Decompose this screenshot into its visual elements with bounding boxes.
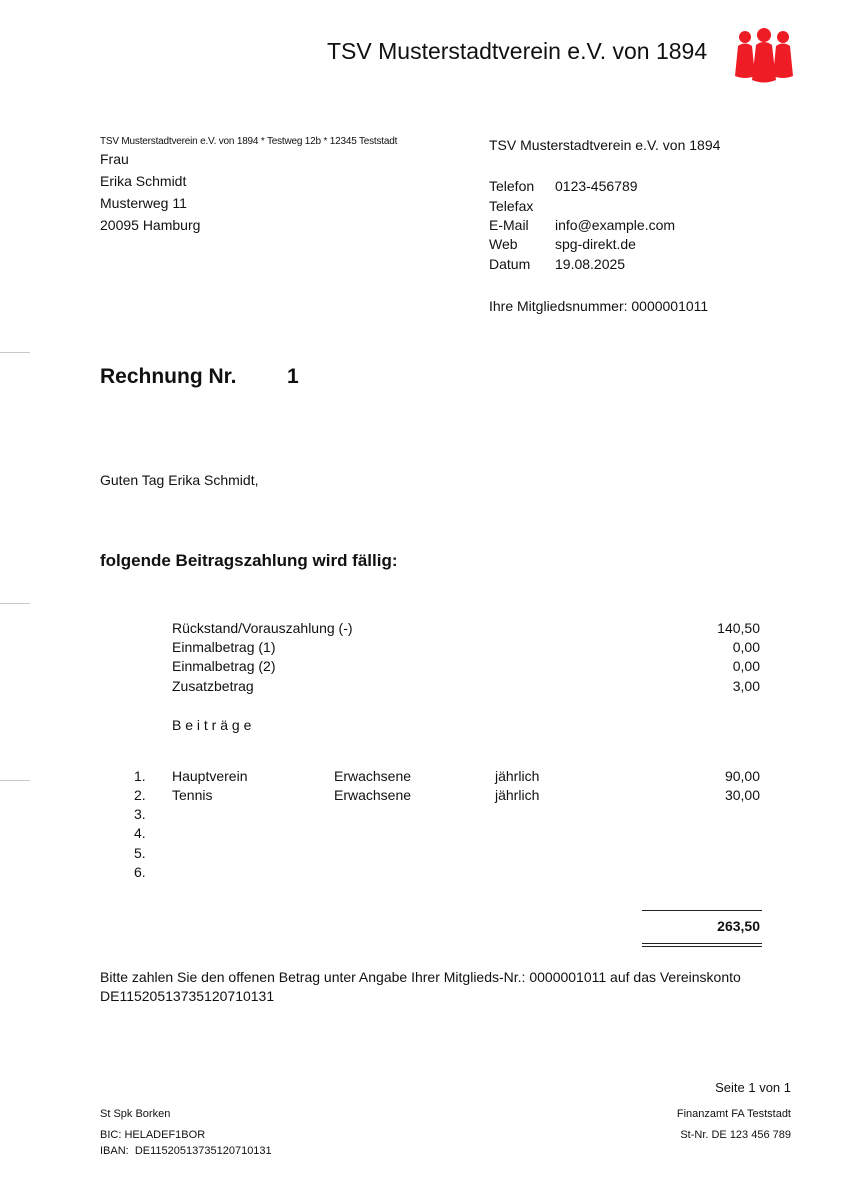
info-label-date: Datum [489, 256, 531, 272]
member-number-line: Ihre Mitgliedsnummer: 0000001011 [489, 298, 709, 314]
fee-department: Hauptverein [172, 768, 248, 784]
fee-department: Tennis [172, 787, 213, 803]
fees-heading: B e i t r ä g e [172, 717, 252, 733]
total-amount: 263,50 [717, 918, 760, 934]
footer-iban: IBAN: DE11520513735120710131 [100, 1145, 272, 1157]
recipient-city: 20095 Hamburg [100, 217, 201, 233]
info-value-phone: 0123-456789 [555, 178, 638, 194]
charge-amount: 3,00 [732, 678, 760, 694]
fold-mark [0, 603, 30, 604]
fee-number: 4. [134, 825, 146, 841]
info-label-web: Web [489, 236, 518, 252]
charge-amount: 140,50 [717, 620, 760, 636]
footer-tax-office: Finanzamt FA Teststadt [676, 1108, 791, 1120]
info-label-email: E-Mail [489, 217, 529, 233]
charge-amount: 0,00 [732, 658, 760, 674]
fold-mark [0, 352, 30, 353]
greeting: Guten Tag Erika Schmidt, [100, 472, 259, 488]
club-figures-logo-icon [732, 26, 796, 84]
footer-tax-number: St-Nr. DE 123 456 789 [680, 1129, 791, 1141]
payment-note-iban: DE11520513735120710131 [100, 988, 275, 1004]
fee-group: Erwachsene [334, 768, 412, 784]
invoice-intro: folgende Beitragszahlung wird fällig: [100, 551, 398, 570]
total-double-rule-1 [642, 943, 762, 944]
fee-number: 1. [134, 768, 146, 784]
footer-bic: BIC: HELADEF1BOR [100, 1129, 206, 1141]
fee-number: 3. [134, 806, 146, 822]
org-title: TSV Musterstadtverein e.V. von 1894 [327, 38, 708, 64]
fee-number: 2. [134, 787, 146, 803]
payment-note-line1: Bitte zahlen Sie den offenen Betrag unter Angabe Ihrer Mitglieds-Nr.: 0000001011 auf das Vereinskonto [100, 969, 741, 985]
charge-label: Zusatzbetrag [172, 678, 254, 694]
info-value-web: spg-direkt.de [555, 236, 636, 252]
invoice-title: Rechnung Nr. [100, 365, 237, 388]
charge-amount: 0,00 [732, 639, 760, 655]
fee-amount: 30,00 [724, 787, 760, 803]
charge-label: Einmalbetrag (2) [172, 658, 276, 674]
recipient-salutation: Frau [100, 151, 129, 167]
info-label-phone: Telefon [489, 178, 535, 194]
fee-group: Erwachsene [334, 787, 412, 803]
info-value-date: 19.08.2025 [555, 256, 626, 272]
footer-bank: St Spk Borken [100, 1108, 171, 1120]
fee-amount: 90,00 [724, 768, 760, 784]
charge-label: Rückstand/Vorauszahlung (-) [172, 620, 353, 636]
info-value-email: info@example.com [555, 217, 676, 233]
charge-label: Einmalbetrag (1) [172, 639, 276, 655]
invoice-number: 1 [287, 365, 299, 388]
page-indicator: Seite 1 von 1 [715, 1080, 791, 1095]
total-top-rule [642, 910, 762, 911]
info-label-fax: Telefax [489, 198, 534, 214]
info-org: TSV Musterstadtverein e.V. von 1894 [489, 137, 721, 153]
fold-mark [0, 780, 30, 781]
recipient-name: Erika Schmidt [100, 173, 187, 189]
sender-line: TSV Musterstadtverein e.V. von 1894 * Testweg 12b * 12345 Teststadt [100, 136, 398, 147]
fee-number: 5. [134, 845, 146, 861]
fee-number: 6. [134, 864, 146, 880]
fee-interval: jährlich [495, 768, 540, 784]
recipient-street: Musterweg 11 [100, 195, 187, 211]
total-double-rule-2 [642, 946, 762, 947]
fee-interval: jährlich [495, 787, 540, 803]
